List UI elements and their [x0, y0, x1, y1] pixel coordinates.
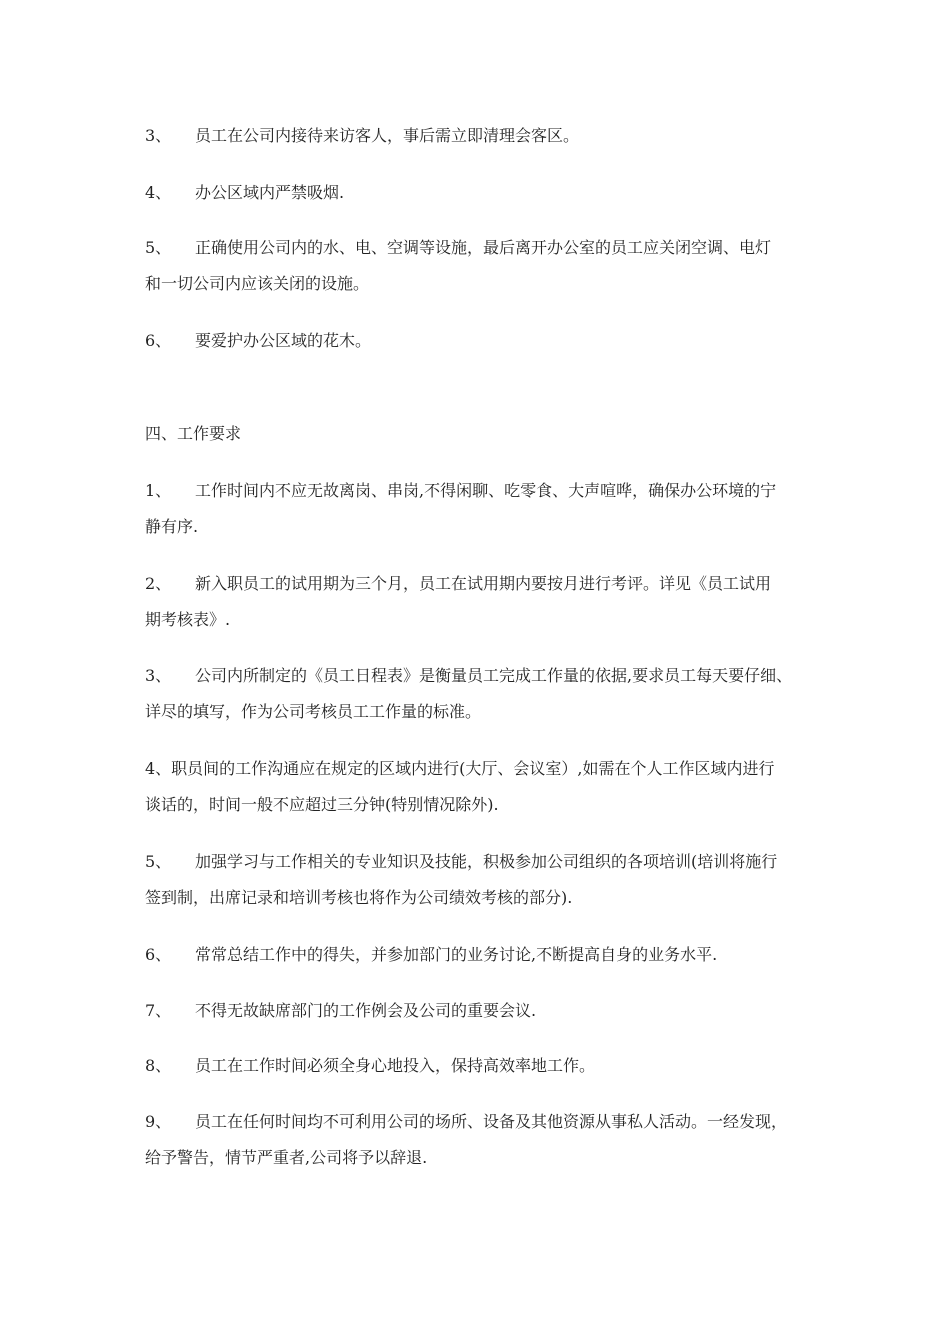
- item-number: 6、: [145, 945, 172, 964]
- item-text-continued: 给予警告，情节严重者,公司将予以辞退.: [145, 1148, 428, 1167]
- item-text: 4、职员间的工作沟通应在规定的区域内进行(大厅、会议室）,如需在个人工作区域内进行: [145, 759, 775, 778]
- item-number: 3、: [145, 666, 172, 685]
- item-text-continued: 静有序.: [145, 517, 199, 536]
- item-number: 6、: [145, 331, 172, 350]
- item-number: 9、: [145, 1112, 172, 1131]
- item-number: 5、: [145, 238, 172, 257]
- item-text-continued: 签到制，出席记录和培训考核也将作为公司绩效考核的部分).: [145, 888, 573, 907]
- item-text: 员工在公司内接待来访客人，事后需立即清理会客区。: [195, 126, 580, 145]
- item-text: 常常总结工作中的得失，并参加部门的业务讨论,不断提高自身的业务水平.: [195, 945, 718, 964]
- item-number: 5、: [145, 852, 172, 871]
- item-text: 办公区域内严禁吸烟.: [195, 183, 345, 202]
- list-item: [145, 323, 825, 359]
- section-heading: 四、工作要求: [145, 424, 242, 443]
- list-item: [145, 473, 825, 545]
- list-item: [145, 175, 825, 211]
- item-text: 公司内所制定的《员工日程表》是衡量员工完成工作量的依据,要求员工每天要仔细、: [195, 666, 793, 685]
- list-item: [145, 844, 825, 916]
- item-number: 8、: [145, 1056, 172, 1075]
- item-text-continued: 和一切公司内应该关闭的设施。: [145, 274, 370, 293]
- item-text-continued: 期考核表》.: [145, 610, 231, 629]
- list-item: [145, 1104, 825, 1176]
- list-item: [145, 751, 825, 823]
- item-text: 不得无故缺席部门的工作例会及公司的重要会议.: [195, 1001, 537, 1020]
- list-item: [145, 566, 825, 638]
- list-item: [145, 993, 825, 1029]
- item-text: 员工在工作时间必须全身心地投入，保持高效率地工作。: [195, 1056, 596, 1075]
- list-item: [145, 230, 825, 302]
- list-item: [145, 1048, 825, 1084]
- item-number: 3、: [145, 126, 172, 145]
- item-text: 正确使用公司内的水、电、空调等设施，最后离开办公室的员工应关闭空调、电灯: [195, 238, 772, 257]
- list-item: [145, 937, 825, 973]
- item-number: 2、: [145, 574, 172, 593]
- item-text: 新入职员工的试用期为三个月，员工在试用期内要按月进行考评。详见《员工试用: [195, 574, 772, 593]
- item-number: 4、: [145, 183, 172, 202]
- item-number: 1、: [145, 481, 172, 500]
- item-number: 7、: [145, 1001, 172, 1020]
- item-text: 加强学习与工作相关的专业知识及技能，积极参加公司组织的各项培训(培训将施行: [195, 852, 778, 871]
- list-item: [145, 658, 825, 730]
- item-text: 员工在任何时间均不可利用公司的场所、设备及其他资源从事私人活动。一经发现，: [195, 1112, 788, 1131]
- item-text-continued: 详尽的填写，作为公司考核员工工作量的标准。: [145, 702, 482, 721]
- list-item: [145, 118, 825, 154]
- item-text-continued: 谈话的，时间一般不应超过三分钟(特别情况除外).: [145, 795, 499, 814]
- item-text: 要爱护办公区域的花木。: [195, 331, 372, 350]
- item-text: 工作时间内不应无故离岗、串岗,不得闲聊、吃零食、大声喧哗，确保办公环境的宁: [195, 481, 777, 500]
